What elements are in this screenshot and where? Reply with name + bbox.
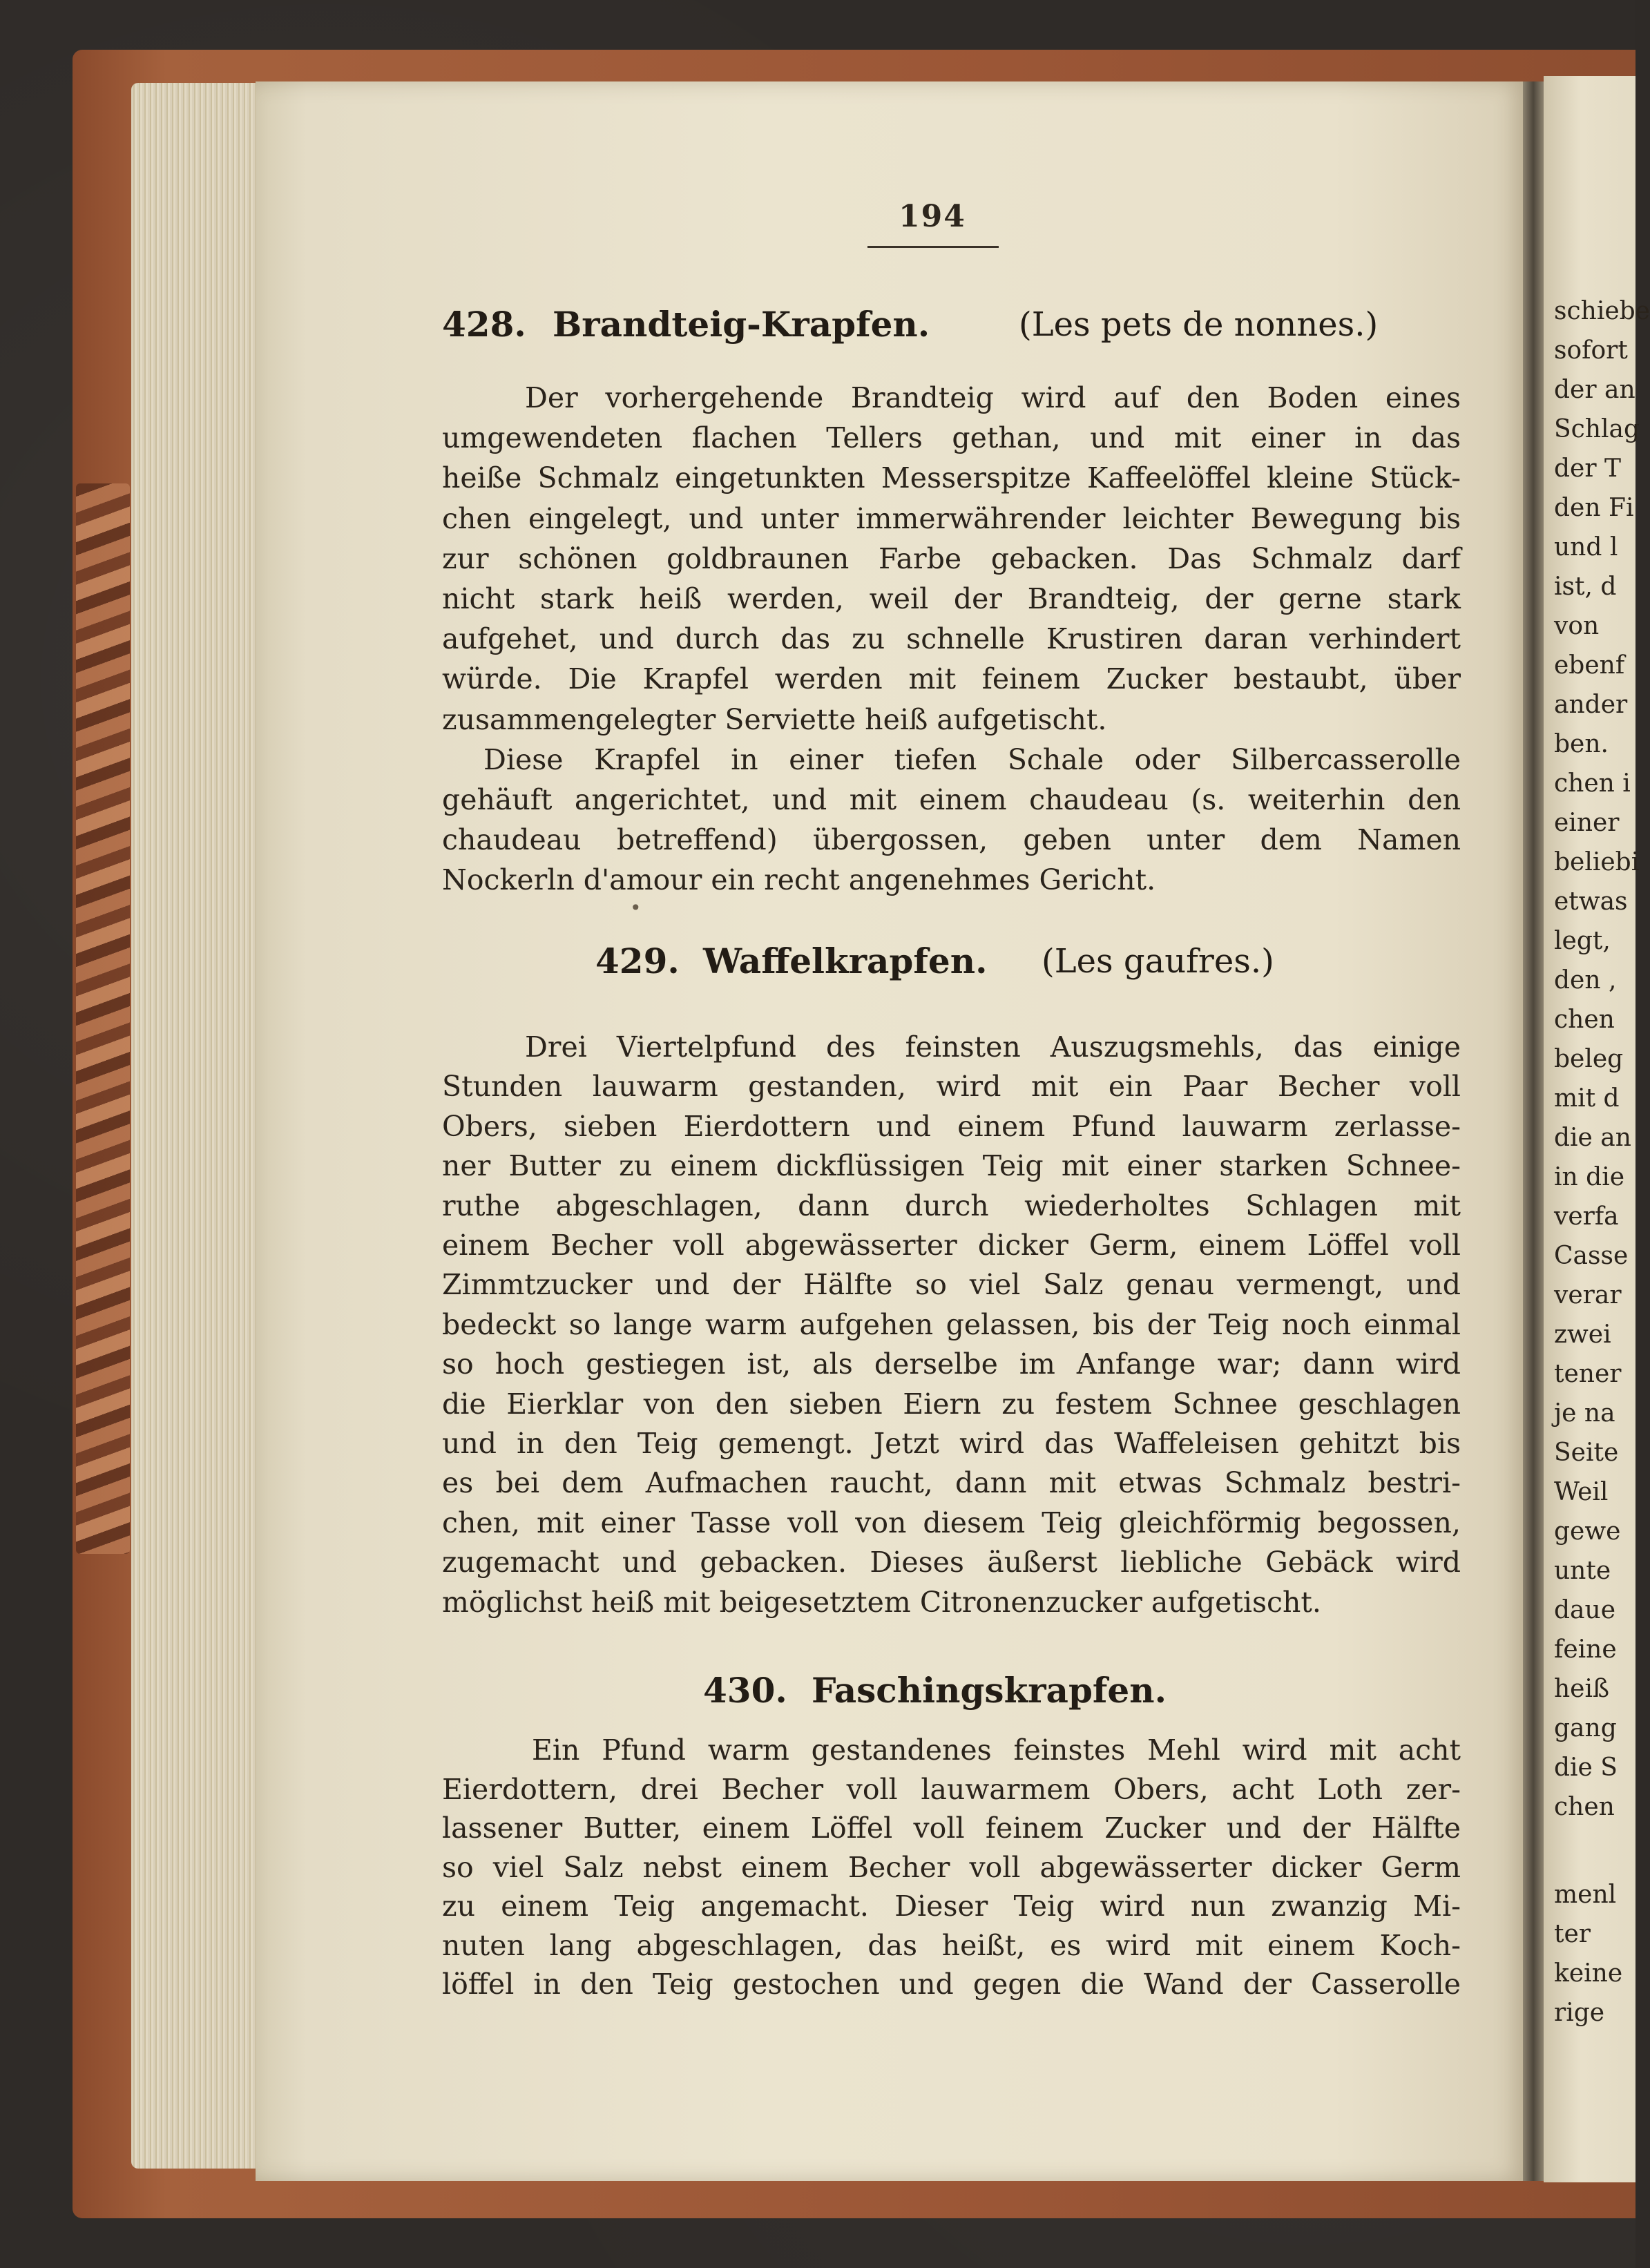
right-page-fragment: keine (1554, 1959, 1623, 1988)
recipe-429-line: Stunden lauwarm gestanden, wird mit ein Paar Becher voll (442, 1070, 1461, 1104)
recipe-428-french-title: (Les pets de nonnes.) (1019, 305, 1379, 344)
right-page-fragment: je na (1554, 1399, 1615, 1428)
recipe-429-line: es bei dem Aufmachen raucht, dann mit etwas Schmalz bestri- (442, 1466, 1461, 1500)
recipe-429-line: Drei Viertelpfund des feinsten Auszugsmehls, das einige (525, 1030, 1461, 1064)
recipe-428-number: 428. (442, 304, 526, 345)
recipe-428-line: chen eingelegt, und unter immerwährender leichter Bewegung bis (442, 501, 1461, 535)
book-gutter (1523, 81, 1544, 2181)
recipe-429-line: Obers, sieben Eierdottern und einem Pfund lauwarm zerlasse- (442, 1109, 1461, 1143)
recipe-429-line: und in den Teig gemengt. Jetzt wird das Waffeleisen gehitzt bis (442, 1427, 1461, 1460)
right-page-fragment: ter (1554, 1920, 1591, 1948)
right-page-fragment: chen (1554, 1793, 1615, 1821)
recipe-429-line: zugemacht und gebacken. Dieses äußerst liebliche Gebäck wird (442, 1546, 1461, 1579)
recipe-430-line: Eierdottern, drei Becher voll lauwarmem Obers, acht Loth zer- (442, 1772, 1461, 1806)
recipe-429-line: chen, mit einer Tasse voll von diesem Teig gleichförmig begossen, (442, 1506, 1461, 1539)
right-page-fragment: rige (1554, 1999, 1605, 2027)
recipe-429-line: einem Becher voll abgewässerter dicker Germ, einem Löffel voll (442, 1229, 1461, 1262)
recipe-430-line: nuten lang abgeschlagen, das heißt, es wird mit einem Koch- (442, 1928, 1461, 1962)
recipe-430-title: Faschingskrapfen. (812, 1670, 1167, 1711)
recipe-428-line: umgewendeten flachen Tellers gethan, und mit einer in das (442, 421, 1461, 455)
right-page-fragment: etwas (1554, 887, 1628, 916)
page-number: 194 (899, 199, 966, 234)
right-page-fragment: den Fi (1554, 494, 1634, 522)
page-number-rule (867, 246, 999, 248)
right-page-fragment: die an (1554, 1124, 1631, 1152)
right-page-fragment: daue (1554, 1596, 1615, 1624)
recipe-428-line: chaudeau betreffend) übergossen, geben unter dem Namen (442, 823, 1461, 857)
right-page-fragment: beleg (1554, 1045, 1624, 1073)
right-page-fragment: schiebe (1554, 297, 1650, 325)
recipe-428-line: Der vorhergehende Brandteig wird auf den Boden eines (525, 381, 1461, 414)
right-page-fragment: der T (1554, 454, 1622, 483)
recipe-428-line: Diese Krapfel in einer tiefen Schale oder Silbercasserolle (483, 742, 1461, 776)
right-page-fragment: in die (1554, 1163, 1625, 1191)
recipe-428-line: aufgehet, und durch das zu schnelle Krustiren daran verhindert (442, 622, 1461, 656)
right-page-fragment: unte (1554, 1557, 1611, 1585)
right-page-fragment: Seite (1554, 1439, 1619, 1467)
right-page-fragment: Schlag (1554, 415, 1640, 443)
recipe-429-line: möglichst heiß mit beigesetztem Citronenzucker aufgetischt. (442, 1585, 1321, 1619)
right-page-fragment: von (1554, 612, 1600, 640)
right-page-fragment: ist, d (1554, 573, 1617, 601)
recipe-428-line: Nockerln d'amour ein recht angenehmes Gericht. (442, 863, 1156, 897)
right-page-fragment: beliebi (1554, 848, 1640, 876)
recipe-428-title: Brandteig-Krapfen. (553, 304, 930, 345)
right-page-fragment: Casse (1554, 1242, 1629, 1270)
recipe-429-line: die Eierklar von den sieben Eiern zu festem Schnee geschlagen (442, 1387, 1461, 1421)
right-page-fragment: mit d (1554, 1084, 1620, 1113)
ink-mark: • (630, 896, 642, 919)
right-page-fragment: den , (1554, 966, 1617, 994)
recipe-429-line: ner Butter zu einem dickflüssigen Teig mit einer starken Schnee- (442, 1149, 1461, 1183)
right-page-fragment: einer (1554, 809, 1620, 837)
recipe-430-line: so viel Salz nebst einem Becher voll abgewässerter dicker Germ (442, 1850, 1461, 1884)
right-page-fragment: der an (1554, 376, 1635, 404)
right-page-fragment: sofort (1554, 336, 1628, 365)
right-page-fragment: tener (1554, 1360, 1622, 1388)
recipe-428-line: heiße Schmalz eingetunkten Messerspitze Kaffeelöffel kleine Stück- (442, 461, 1461, 495)
right-page-fragment: feine (1554, 1635, 1617, 1664)
right-page-fragment: und l (1554, 533, 1618, 561)
right-page-fragment: chen (1554, 1006, 1615, 1034)
recipe-430-line: löffel in den Teig gestochen und gegen die Wand der Casserolle (442, 1968, 1461, 2001)
right-page-fragment: gang (1554, 1714, 1617, 1742)
right-page-fragment: legt, (1554, 927, 1611, 955)
right-page-fragment: verar (1554, 1281, 1622, 1309)
right-page-fragment: die S (1554, 1753, 1618, 1782)
right-page-fragment: ebenf (1554, 651, 1625, 680)
page-edges (131, 83, 262, 2169)
right-page-fragment: chen i (1554, 769, 1631, 798)
recipe-429-line: so hoch gestiegen ist, als derselbe im Anfange war; dann wird (442, 1347, 1461, 1381)
recipe-429-number: 429. (595, 941, 680, 981)
right-page-fragment: Weil (1554, 1478, 1609, 1506)
recipe-429-line: ruthe abgeschlagen, dann durch wiederholtes Schlagen mit (442, 1189, 1461, 1222)
recipe-428-line: gehäuft angerichtet, und mit einem chaudeau (s. weiterhin den (442, 783, 1461, 816)
recipe-428-line: zur schönen goldbraunen Farbe gebacken. Das Schmalz darf (442, 541, 1461, 575)
marbled-cover-edge (76, 483, 130, 1554)
recipe-430-line: Ein Pfund warm gestandenes feinstes Mehl wird mit acht (532, 1733, 1461, 1767)
recipe-428-line: würde. Die Krapfel werden mit feinem Zucker bestaubt, über (442, 662, 1461, 696)
right-page-fragment: menl (1554, 1881, 1617, 1909)
recipe-429-line: Zimmtzucker und der Hälfte so viel Salz genau vermengt, und (442, 1268, 1461, 1302)
recipe-430-line: lassener Butter, einem Löffel voll feinem Zucker und der Hälfte (442, 1811, 1461, 1845)
recipe-428-line: zusammengelegter Serviette heiß aufgetischt. (442, 702, 1107, 736)
recipe-430-number: 430. (703, 1670, 787, 1711)
recipe-430-line: zu einem Teig angemacht. Dieser Teig wird nun zwanzig Mi- (442, 1890, 1461, 1923)
right-page-fragment: ben. (1554, 730, 1609, 758)
right-page-fragment: zwei (1554, 1320, 1611, 1349)
right-page-fragment: ander (1554, 691, 1628, 719)
right-page-fragment: verfa (1554, 1202, 1619, 1231)
recipe-429-title: Waffelkrapfen. (703, 941, 988, 981)
recipe-429-french-title: (Les gaufres.) (1042, 942, 1274, 981)
right-page-fragment: gewe (1554, 1517, 1621, 1546)
recipe-428-line: nicht stark heiß werden, weil der Brandteig, der gerne stark (442, 582, 1461, 615)
right-page-fragment: heiß (1554, 1675, 1610, 1703)
recipe-429-line: bedeckt so lange warm aufgehen gelassen, bis der Teig noch einmal (442, 1307, 1461, 1341)
